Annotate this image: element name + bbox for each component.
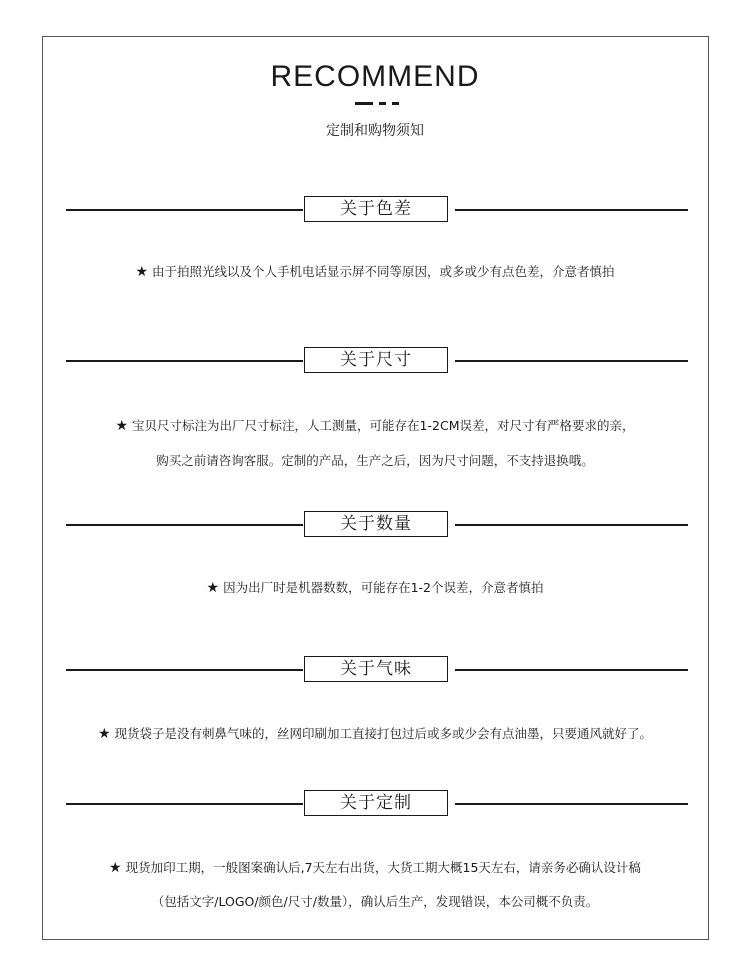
paragraph-line: （包括文字/LOGO/颜色/尺寸/数量），确认后生产，发现错误，本公司概不负责。 xyxy=(151,894,599,909)
section-heading-label: 关于数量 xyxy=(304,511,448,537)
title-dash-mid xyxy=(379,102,386,105)
heading-rule-right xyxy=(455,524,688,526)
star-icon: ★ xyxy=(135,264,149,280)
paragraph-line: 现货袋子是没有刺鼻气味的，丝网印刷加工直接打包过后或多或少会有点油墨，只要通风就好了。 xyxy=(114,726,653,741)
paragraph-line: 现货加印工期，一般图案确认后,7天左右出货，大货工期大概15天左右，请亲务必确认设计稿 xyxy=(125,860,641,875)
heading-rule-right xyxy=(455,669,688,671)
heading-rule-left xyxy=(66,669,303,671)
star-icon: ★ xyxy=(206,580,220,596)
page-title: RECOMMEND xyxy=(270,60,480,93)
section-text-quantity xyxy=(0,578,750,596)
section-text-size-line-1 xyxy=(0,416,750,434)
page-subtitle: 定制和购物须知 xyxy=(326,123,424,139)
paragraph-line: 因为出厂时是机器数数，可能存在1-2个误差，介意者慎拍 xyxy=(223,580,544,595)
heading-rule-right xyxy=(455,360,688,362)
star-icon: ★ xyxy=(109,860,122,876)
section-text-size-line-2 xyxy=(0,451,750,469)
section-text-customization-line-2 xyxy=(0,892,750,910)
section-heading-customization xyxy=(66,790,688,818)
heading-rule-left xyxy=(66,524,303,526)
title-dash-right xyxy=(392,102,399,105)
heading-rule-left xyxy=(66,209,303,211)
paragraph-line: 购买之前请咨询客服。定制的产品，生产之后，因为尺寸问题，不支持退换哦。 xyxy=(156,453,594,468)
section-heading-quantity xyxy=(66,511,688,539)
section-text-color-difference xyxy=(0,262,750,280)
heading-rule-left xyxy=(66,360,303,362)
star-icon: ★ xyxy=(115,418,129,434)
section-heading-label: 关于定制 xyxy=(304,790,448,816)
section-heading-label: 关于尺寸 xyxy=(304,347,448,373)
paragraph-line: 由于拍照光线以及个人手机电话显示屏不同等原因，或多或少有点色差，介意者慎拍 xyxy=(152,264,615,279)
section-text-customization-line-1 xyxy=(0,858,750,876)
section-text-smell xyxy=(0,724,750,742)
paragraph-line: 宝贝尺寸标注为出厂尺寸标注，人工测量，可能存在1-2CM误差，对尺寸有严格要求的亲， xyxy=(132,418,635,433)
section-heading-label: 关于气味 xyxy=(304,656,448,682)
section-heading-size xyxy=(66,347,688,375)
heading-rule-right xyxy=(455,803,688,805)
section-heading-label: 关于色差 xyxy=(304,196,448,222)
star-icon: ★ xyxy=(97,726,111,742)
title-dash-left xyxy=(355,102,373,105)
heading-rule-left xyxy=(66,803,303,805)
section-heading-smell xyxy=(66,656,688,684)
section-heading-color-difference xyxy=(66,196,688,224)
heading-rule-right xyxy=(455,209,688,211)
